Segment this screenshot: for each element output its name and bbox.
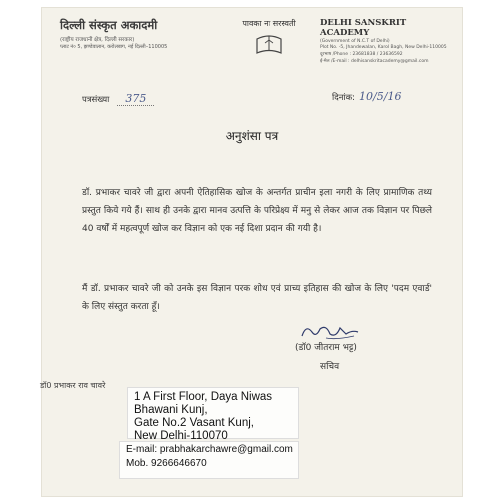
signatory-name: (डॉ0 जीतराम भट्ट) [295,343,357,353]
academy-sub-english: (Government of N.C.T of Delhi) [320,39,390,44]
academy-name-english: DELHI SANSKRIT ACADEMY [320,18,407,38]
academy-name-hindi: दिल्ली संस्कृत अकादमी [60,18,158,32]
book-emblem-icon [254,31,284,57]
emblem [236,18,302,61]
sender-name: डॉ0 प्रभाकर राव चावरे [40,381,106,390]
body-paragraph-1: डॉ. प्रभाकर चावरे जी द्वारा अपनी ऐतिहासिक खोज के अन्तर्गत प्राचीन इला नगरी के लिए प्रामाणिक तथ्य प्रस्तुत किये गये हैं। साथ ही उनके द्वारा मानव उत्पत्ति के परिप्रेक्ष्य में मनु से लेकर आज तक विज्ञान पर पिछले 40 वर्षों में महत्वपूर्ण खोज कर विज्ञान को एक नई दिशा प्रदान की गयी है। [82,188,432,235]
academy-email: ई-मेल /E-mail : delhisanskritacademy@gmail.com [320,59,429,64]
reference-value: 375 [117,92,154,106]
contact-email: E-mail: prabhakarchawre@gmail.com [126,444,293,455]
letterhead-right [320,18,458,64]
signature [296,320,366,342]
reference-number: पत्रसंख्या 375 [82,92,154,105]
address-line-1: 1 A First Floor, Daya Niwas [134,391,273,403]
address-line-4: New Delhi-110070 [134,430,228,442]
contact-mobile: Mob. 9266646670 [126,458,207,469]
letter-title: अनुशंसा पत्र [225,129,279,143]
letterhead-left [60,18,230,50]
academy-address-hindi: प्लाट नं० 5, झण्डेवालान, करोलबाग, नई दिल्ली–110005 [60,44,168,50]
letter-date: दिनांक: 10/5/16 [332,90,402,103]
signatory-designation: सचिव [320,362,340,372]
academy-address-english: Plot No. -5, Jhandewalan, Karol Bagh, New Delhi-110005 [320,45,447,50]
academy-sub-hindi: (राष्ट्रीय राजधानी क्षेत्र, दिल्ली सरकार) [60,37,135,43]
academy-phone: दूरभाष /Phone : 23681838 / 23636592 [320,52,403,57]
body-paragraph-2: मैं डॉ. प्रभाकर चावरे जी को उनके इस विज्ञान परक शोध एवं प्राच्य इतिहास की खोज के लिए 'पदम एवार्ड' के लिए संस्तुत करता हूँ। [82,284,432,313]
address-line-2: Bhawani Kunj, [134,404,208,416]
address-line-3: Gate No.2 Vasant Kunj, [134,417,254,429]
academy-motto: पावका नः सरस्वती [242,19,296,28]
date-value: 10/5/16 [359,90,402,103]
